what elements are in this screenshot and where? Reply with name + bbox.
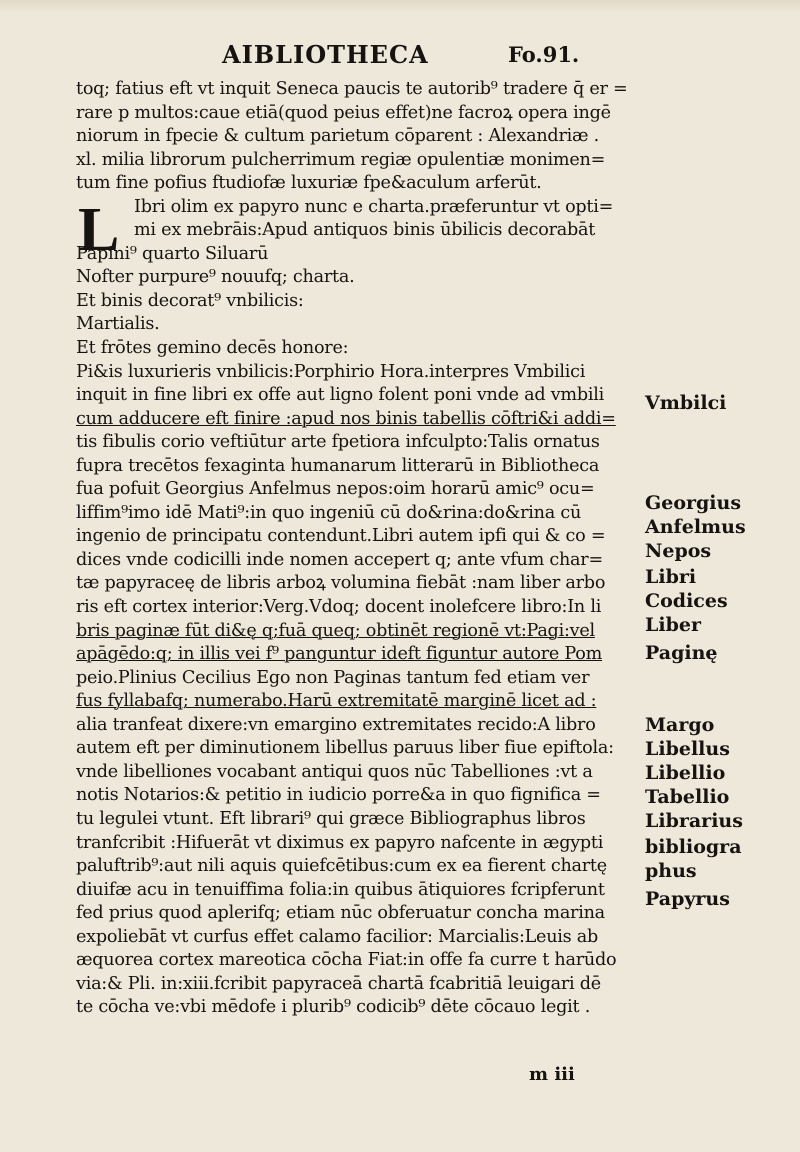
text-line: vnde libelliones vocabant antiqui quos nūc Tabelliones :vt a: [76, 761, 593, 782]
text-line: mi ex mebrāis:Apud antiquos binis ūbilicis decorabāt: [134, 220, 596, 241]
text-line: Martialis.: [76, 314, 160, 335]
text-line: via:& Pli. in:xiii.fcribit papyraceā chartā fcabritiā leuigari dē: [76, 973, 601, 994]
signature-mark: m iii: [529, 1064, 575, 1085]
text-line: Et frōtes gemino decēs honore:: [76, 338, 349, 359]
text-line: Pi&is luxurieris vnbilicis:Porphirio Hora.interpres Vmbilici: [76, 361, 586, 382]
margin-note: Nepos: [645, 540, 712, 562]
text-line: inquit in fine libri ex offe aut ligno folent poni vnde ad vmbili: [76, 385, 605, 406]
text-line: fus fyllabafq; numerabo.Harū extremitatē marginē licet ad :: [76, 691, 597, 712]
text-line: dices vnde codicilli inde nomen accepert q; ante vfum char=: [76, 549, 603, 570]
text-line: tum fine pofius ftudiofæ luxuriæ fpe&aculum arferūt.: [76, 173, 542, 194]
margin-note: phus: [645, 860, 697, 882]
text-line: fed prius quod aplerifq; etiam nūc obferuatur concha marina: [76, 903, 605, 924]
text-line: Et binis decorat⁹ vnbilicis:: [76, 290, 304, 311]
text-line: Papini⁹ quarto Siluarū: [76, 243, 269, 264]
initial-letter: L: [78, 196, 120, 264]
margin-note: bibliogra: [645, 836, 742, 858]
text-line: xl. milia librorum pulcherrimum regiæ opulentiæ monimen=: [76, 149, 606, 170]
running-title: AIBLIOTHECA: [222, 40, 429, 69]
margin-note: Tabellio: [645, 786, 730, 808]
text-line: ris eft cortex interior:Verg.Vdoq; docent inolefcere libro:In li: [76, 597, 602, 618]
text-line: cum adducere eft finire :apud nos binis tabellis cōftri&i addi=: [76, 408, 616, 429]
text-line: tu legulei vtunt. Eft librari⁹ qui græce Bibliographus libros: [76, 808, 586, 829]
text-line: notis Notarios:& petitio in iudicio porre&a in quo fignifica =: [76, 785, 601, 806]
text-line: liffim⁹imo idē Mati⁹:in quo ingeniū cū do&rina:do&rina cū: [76, 502, 582, 523]
text-line: niorum in fpecie & cultum parietum cōparent : Alexandriæ .: [76, 126, 599, 147]
margin-note: Libri: [645, 566, 697, 588]
text-line: tranfcribit :Hifuerāt vt diximus ex papyro nafcente in ægypti: [76, 832, 604, 853]
margin-note: Libellio: [645, 762, 726, 784]
text-line: toq; fatius eft vt inquit Seneca paucis te autorib⁹ tradere q̄ er =: [76, 79, 628, 99]
text-line: Nofter purpure⁹ nouufq; charta.: [76, 267, 355, 288]
text-line: diuifæ acu in tenuiffima folia:in quibus ātiquiores fcripferunt: [76, 879, 605, 900]
margin-note: Papyrus: [645, 888, 730, 910]
margin-note: Paginę: [645, 642, 718, 664]
text-line: te cōcha ve:vbi mēdofe i plurib⁹ codicib⁹ dēte cōcauo legit .: [76, 997, 591, 1018]
margin-notes: [645, 0, 795, 1152]
text-line: fupra trecētos fexaginta humanarum litterarū in Bibliotheca: [76, 455, 600, 476]
margin-note: Liber: [645, 614, 701, 636]
text-line: ingenio de principatu contendunt.Libri autem ipfi qui & co =: [76, 526, 606, 547]
text-line: tæ papyraceę de libris arboꝝ volumina fiebāt :nam liber arbo: [76, 573, 606, 594]
text-line: apāgēdo:q; in illis vei f⁹ panguntur ideft figuntur autore Pom: [76, 644, 603, 665]
text-line: expoliebāt vt curfus effet calamo facilior: Marcialis:Leuis ab: [76, 926, 599, 947]
folio-number: Fo.91.: [508, 42, 580, 67]
text-line: bris paginæ fūt di&ę q;fuā queq; obtinēt regionē vt:Pagi:vel: [76, 620, 595, 641]
body-text: [76, 78, 650, 1020]
text-line: peio.Plinius Cecilius Ego non Paginas tantum fed etiam ver: [76, 667, 590, 688]
text-line: rare p multos:caue etiā(quod peius effet)ne facroꝝ opera ingē: [76, 102, 611, 123]
margin-note: Margo: [645, 714, 715, 736]
text-line: paluftrib⁹:aut nili aquis quiefcētibus:cum ex ea fierent chartę: [76, 856, 607, 877]
margin-note: Vmbilci: [645, 392, 727, 414]
margin-note: Anfelmus: [645, 516, 746, 538]
margin-note: Georgius: [645, 492, 742, 514]
margin-note: Codices: [645, 590, 728, 612]
margin-note: Librarius: [645, 810, 743, 832]
text-line: Ibri olim ex papyro nunc e charta.præferuntur vt opti=: [134, 196, 614, 217]
text-line: æquorea cortex mareotica cōcha Fiat:in offe fa curre t harūdo: [76, 950, 617, 971]
text-line: fua pofuit Georgius Anfelmus nepos:oim horarū amic⁹ ocu=: [76, 479, 595, 500]
text-line: alia tranfeat dixere:vn emargino extremitates recido:A libro: [76, 714, 596, 735]
text-line: tis fibulis corio veftiūtur arte fpetiora infculpto:Talis ornatus: [76, 432, 600, 453]
text-line: autem eft per diminutionem libellus paruus liber fiue epiftola:: [76, 738, 614, 759]
margin-note: Libellus: [645, 738, 730, 760]
